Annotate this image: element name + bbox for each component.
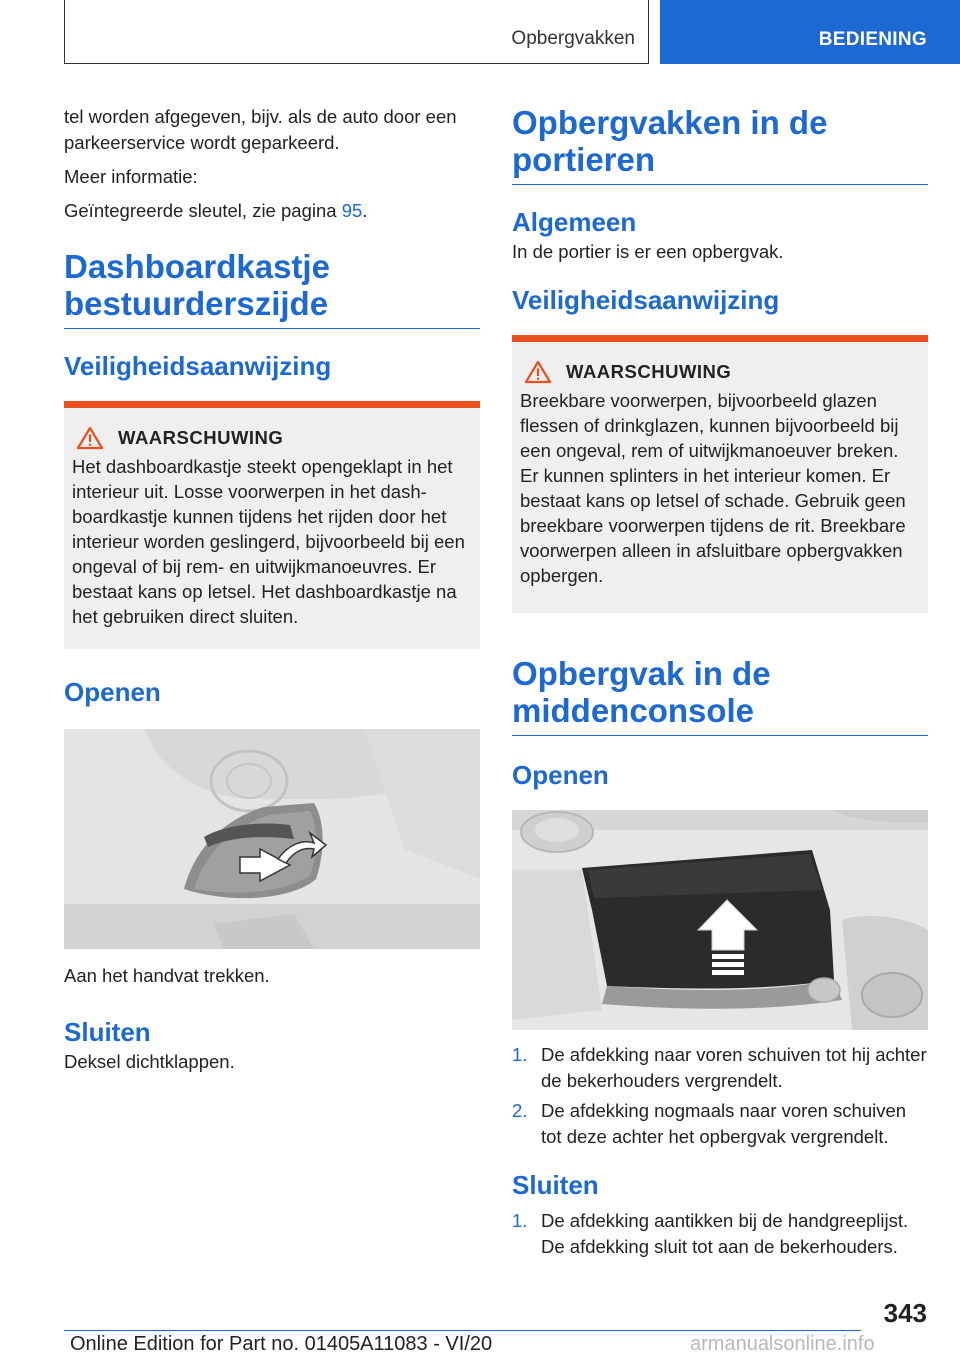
- general-text: In de portier is er een opbergvak.: [512, 241, 784, 262]
- open-step-item: [512, 1098, 928, 1150]
- open-steps-list: [512, 1042, 928, 1150]
- step-text: De afdekking naar voren schuiven tot hij achter de bekerhouders vergrendelt.: [541, 1044, 927, 1091]
- subheading-general: Algemeen: [512, 207, 637, 237]
- warning-triangle-icon: [524, 360, 552, 384]
- subheading-close-console: Sluiten: [512, 1170, 599, 1200]
- page-link-95[interactable]: 95: [341, 200, 363, 221]
- glovebox-illustration: [64, 729, 480, 949]
- intro-paragraph: tel worden afgegeven, bijv. als de auto door een parkeerservice wordt geparkeerd.: [64, 106, 457, 153]
- subheading-open: Openen: [64, 677, 161, 707]
- warning-text-doors: Breekbare voorwerpen, bijvoorbeeld glazen flessen of drinkglazen, kunnen bijvoorbeeld bij een ongeval, rem of uitwijkmanoeuver breken. Er kunnen splinters in het interieur komen. Er bestaat kans op letsel of schade. Gebruik geen breekbare voorwerpen tijdens de rit. Breekbare voorwerpen alleen in afsluitbare opbergvakken opbergen.: [520, 390, 906, 586]
- cross-reference: [64, 198, 480, 224]
- warning-title-doors: WAARSCHUWING: [566, 361, 732, 382]
- footer-edition: Online Edition for Part no. 01405A11083 - VI/20: [70, 1333, 493, 1355]
- step-number: 2.: [512, 1100, 528, 1121]
- subheading-safety-doors: Veiligheidsaanwijzing: [512, 285, 780, 315]
- warning-title: WAARSCHUWING: [118, 427, 284, 448]
- section-heading-center-console: Opbergvak in de middenconsole: [512, 655, 928, 736]
- subheading-close: Sluiten: [64, 1017, 151, 1047]
- footer-rule: [64, 1330, 861, 1331]
- section-heading-glovebox: Dashboardkastje bestuurderszijde: [64, 248, 480, 329]
- section-heading-door-compartments: Opbergvakken in de portieren: [512, 104, 928, 185]
- warning-header: [76, 426, 472, 450]
- center-console-illustration: [512, 810, 928, 1030]
- warning-box-doors: [512, 335, 928, 613]
- open-instruction: Aan het handvat trekken.: [64, 965, 270, 986]
- left-column: [64, 104, 480, 1075]
- cross-reference-end: .: [362, 200, 368, 221]
- close-steps-list: [512, 1208, 928, 1260]
- step-text: De afdekking nogmaals naar voren schuiven tot deze achter het opbergvak vergrendelt.: [541, 1100, 907, 1147]
- footer-watermark: armanualsonline.info: [690, 1333, 875, 1355]
- more-info-label: Meer informatie:: [64, 166, 198, 187]
- page-number: 343: [883, 1298, 927, 1328]
- right-column: [512, 104, 928, 1264]
- cross-reference-text: Geïntegreerde sleutel, zie pagina: [64, 200, 342, 221]
- header-section-title: Opbergvakken: [511, 28, 635, 49]
- step-text: De afdekking aantikken bij de handgreeplijst. De afdekking sluit tot aan de bekerhouders.: [541, 1210, 909, 1257]
- step-number: 1.: [512, 1210, 528, 1231]
- step-number: 1.: [512, 1044, 528, 1065]
- close-instruction: Deksel dichtklappen.: [64, 1051, 235, 1072]
- header-chapter-tab[interactable]: BEDIENING: [660, 0, 960, 64]
- warning-box: [64, 401, 480, 649]
- open-step-item: [512, 1042, 928, 1094]
- subheading-safety: Veiligheidsaanwijzing: [64, 351, 332, 381]
- warning-text: Het dashboardkastje steekt opengeklapt in het interieur uit. Losse voorwerpen in het dashboardkastje kunnen tijdens het rijden door het interieur worden geslingerd, bijvoorbeeld bij een ongeval of bij rem- en uitwijkmanoeuvres. Er bestaat kans op letsel. Het dashboardkastje na het gebruiken direct sluiten.: [72, 456, 465, 627]
- close-step-item: [512, 1208, 928, 1260]
- warning-triangle-icon: [76, 426, 104, 450]
- subheading-open-console: Openen: [512, 760, 609, 790]
- warning-header-doors: [524, 360, 920, 384]
